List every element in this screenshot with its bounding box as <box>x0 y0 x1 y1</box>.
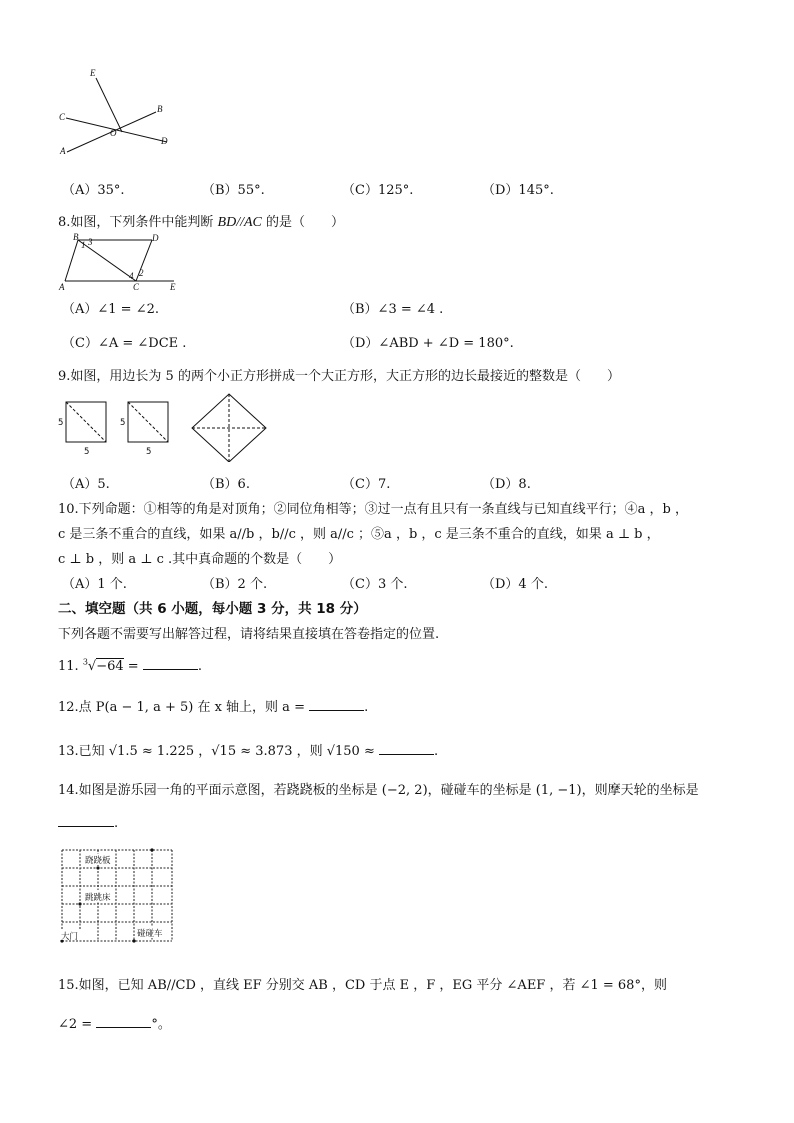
q14-park-map <box>58 842 178 947</box>
q8-stem-suffix: 的是（ ） <box>261 215 345 230</box>
q12-answer-blank[interactable] <box>309 698 364 711</box>
label-D: D <box>152 233 159 243</box>
q8-option-c: （C）∠A = ∠DCE . <box>62 336 187 351</box>
label-O: O <box>110 128 117 138</box>
side-label: 5 <box>146 447 152 457</box>
label-B: B <box>73 232 79 242</box>
q8-parallelogram-figure <box>56 232 186 292</box>
label-C: C <box>59 112 66 122</box>
q8-option-a: （A）∠1 = ∠2. <box>62 302 160 317</box>
q14-text: 14.如图是游乐园一角的平面示意图，若跷跷板的坐标是 (−2, 2)，碰碰车的坐标是 (1, −1)，则摩天轮的坐标是 <box>58 783 699 798</box>
bumper-car-label: 碰碰车 <box>137 929 163 939</box>
q13-end: . <box>434 744 439 759</box>
q8-stem-prefix: 8.如图，下列条件中能判断 <box>58 215 218 230</box>
q8-stem-math: BD//AC <box>217 215 262 230</box>
q13-text: 13.已知 √1.5 ≈ 1.225 ，√15 ≈ 3.873 ，则 √150 ≈ <box>58 744 379 759</box>
q11 <box>58 657 202 674</box>
q7-angle-figure <box>55 66 180 161</box>
q15-line2-suffix: °。 <box>151 1017 171 1032</box>
q10-line3: c ⊥ b ，则 a ⊥ c .其中真命题的个数是（ ） <box>58 552 342 567</box>
q9-option-c: （C）7. <box>342 477 391 492</box>
q9-stem: 9.如图，用边长为 5 的两个小正方形拼成一个大正方形，大正方形的边长最接近的整数是（ ） <box>58 369 620 384</box>
q15-answer-blank[interactable] <box>96 1015 151 1028</box>
section-instruction: 下列各题不需要写出解答过程，请将结果直接填在答卷指定的位置. <box>58 627 440 642</box>
q7-option-a: （A）35°. <box>62 183 125 198</box>
q7-option-d: （D）145°. <box>482 183 554 198</box>
side-label: 5 <box>84 447 90 457</box>
angle-label-2: 2 <box>139 268 144 278</box>
label-D: D <box>161 136 168 146</box>
label-B: B <box>157 104 163 114</box>
q8-stem <box>58 211 344 231</box>
q12 <box>58 696 368 715</box>
label-A: A <box>59 282 65 292</box>
label-A: A <box>60 146 66 156</box>
q11-answer-blank[interactable] <box>143 657 198 670</box>
q10-option-b: （B）2 个. <box>202 577 268 592</box>
q14-answer-blank[interactable] <box>58 814 114 827</box>
q10-option-c: （C）3 个. <box>342 577 408 592</box>
q9-option-d: （D）8. <box>482 477 531 492</box>
q8-option-b: （B）∠3 = ∠4 . <box>342 302 444 317</box>
q15-line2-prefix: ∠2 = <box>58 1017 97 1032</box>
q11-prefix: 11. <box>58 659 83 674</box>
angle-label-1: 1 <box>81 240 86 250</box>
section-title: 二、填空题（共 6 小题，每小题 3 分，共 18 分） <box>58 601 367 617</box>
side-label: 5 <box>120 418 126 428</box>
q15-line2 <box>58 1013 171 1032</box>
q10-option-d: （D）4 个. <box>482 577 548 592</box>
angle-label-4: 4 <box>129 271 134 281</box>
label-E: E <box>170 282 176 292</box>
label-C: C <box>133 282 140 292</box>
q7-option-c: （C）125°. <box>342 183 414 198</box>
q11-root-index: 3 <box>82 657 88 667</box>
q9-option-a: （A）5. <box>62 477 110 492</box>
q11-end: . <box>197 659 202 674</box>
q10-line2: c 是三条不重合的直线，如果 a//b ，b//c ，则 a//c ；⑤a ，b ，c 是三条不重合的直线，如果 a ⊥ b ， <box>58 527 660 542</box>
seesaw-label: 跷跷板 <box>85 856 111 866</box>
q9-squares-figure <box>56 392 276 462</box>
q11-radicand: −64 <box>96 659 124 674</box>
q13-answer-blank[interactable] <box>379 742 434 755</box>
label-E: E <box>90 68 96 78</box>
q10-line1: 10.下列命题：①相等的角是对顶角；②同位角相等；③过一点有且只有一条直线与已知直线平行；④a ，b ， <box>58 502 689 517</box>
q9-option-b: （B）6. <box>202 477 250 492</box>
q11-suffix: = <box>123 659 143 674</box>
angle-label-3: 3 <box>88 237 93 247</box>
q12-text: 12.点 P(a − 1, a + 5) 在 x 轴上，则 a = <box>58 700 310 715</box>
q13 <box>58 740 438 759</box>
q12-end: . <box>364 700 369 715</box>
radical-icon: √ <box>87 659 97 674</box>
q8-option-d: （D）∠ABD + ∠D = 180°. <box>342 336 514 351</box>
trampoline-label: 跳跳床 <box>85 893 111 903</box>
q7-option-b: （B）55°. <box>202 183 265 198</box>
q10-option-a: （A）1 个. <box>62 577 127 592</box>
q14-answer-line <box>58 814 118 831</box>
gate-label: 大门 <box>61 932 79 942</box>
side-label: 5 <box>58 418 64 428</box>
q15-line1: 15.如图，已知 AB//CD ，直线 EF 分别交 AB ，CD 于点 E ，F ，EG 平分 ∠AEF ，若 ∠1 = 68°，则 <box>58 978 667 993</box>
q14-end: . <box>114 816 119 831</box>
